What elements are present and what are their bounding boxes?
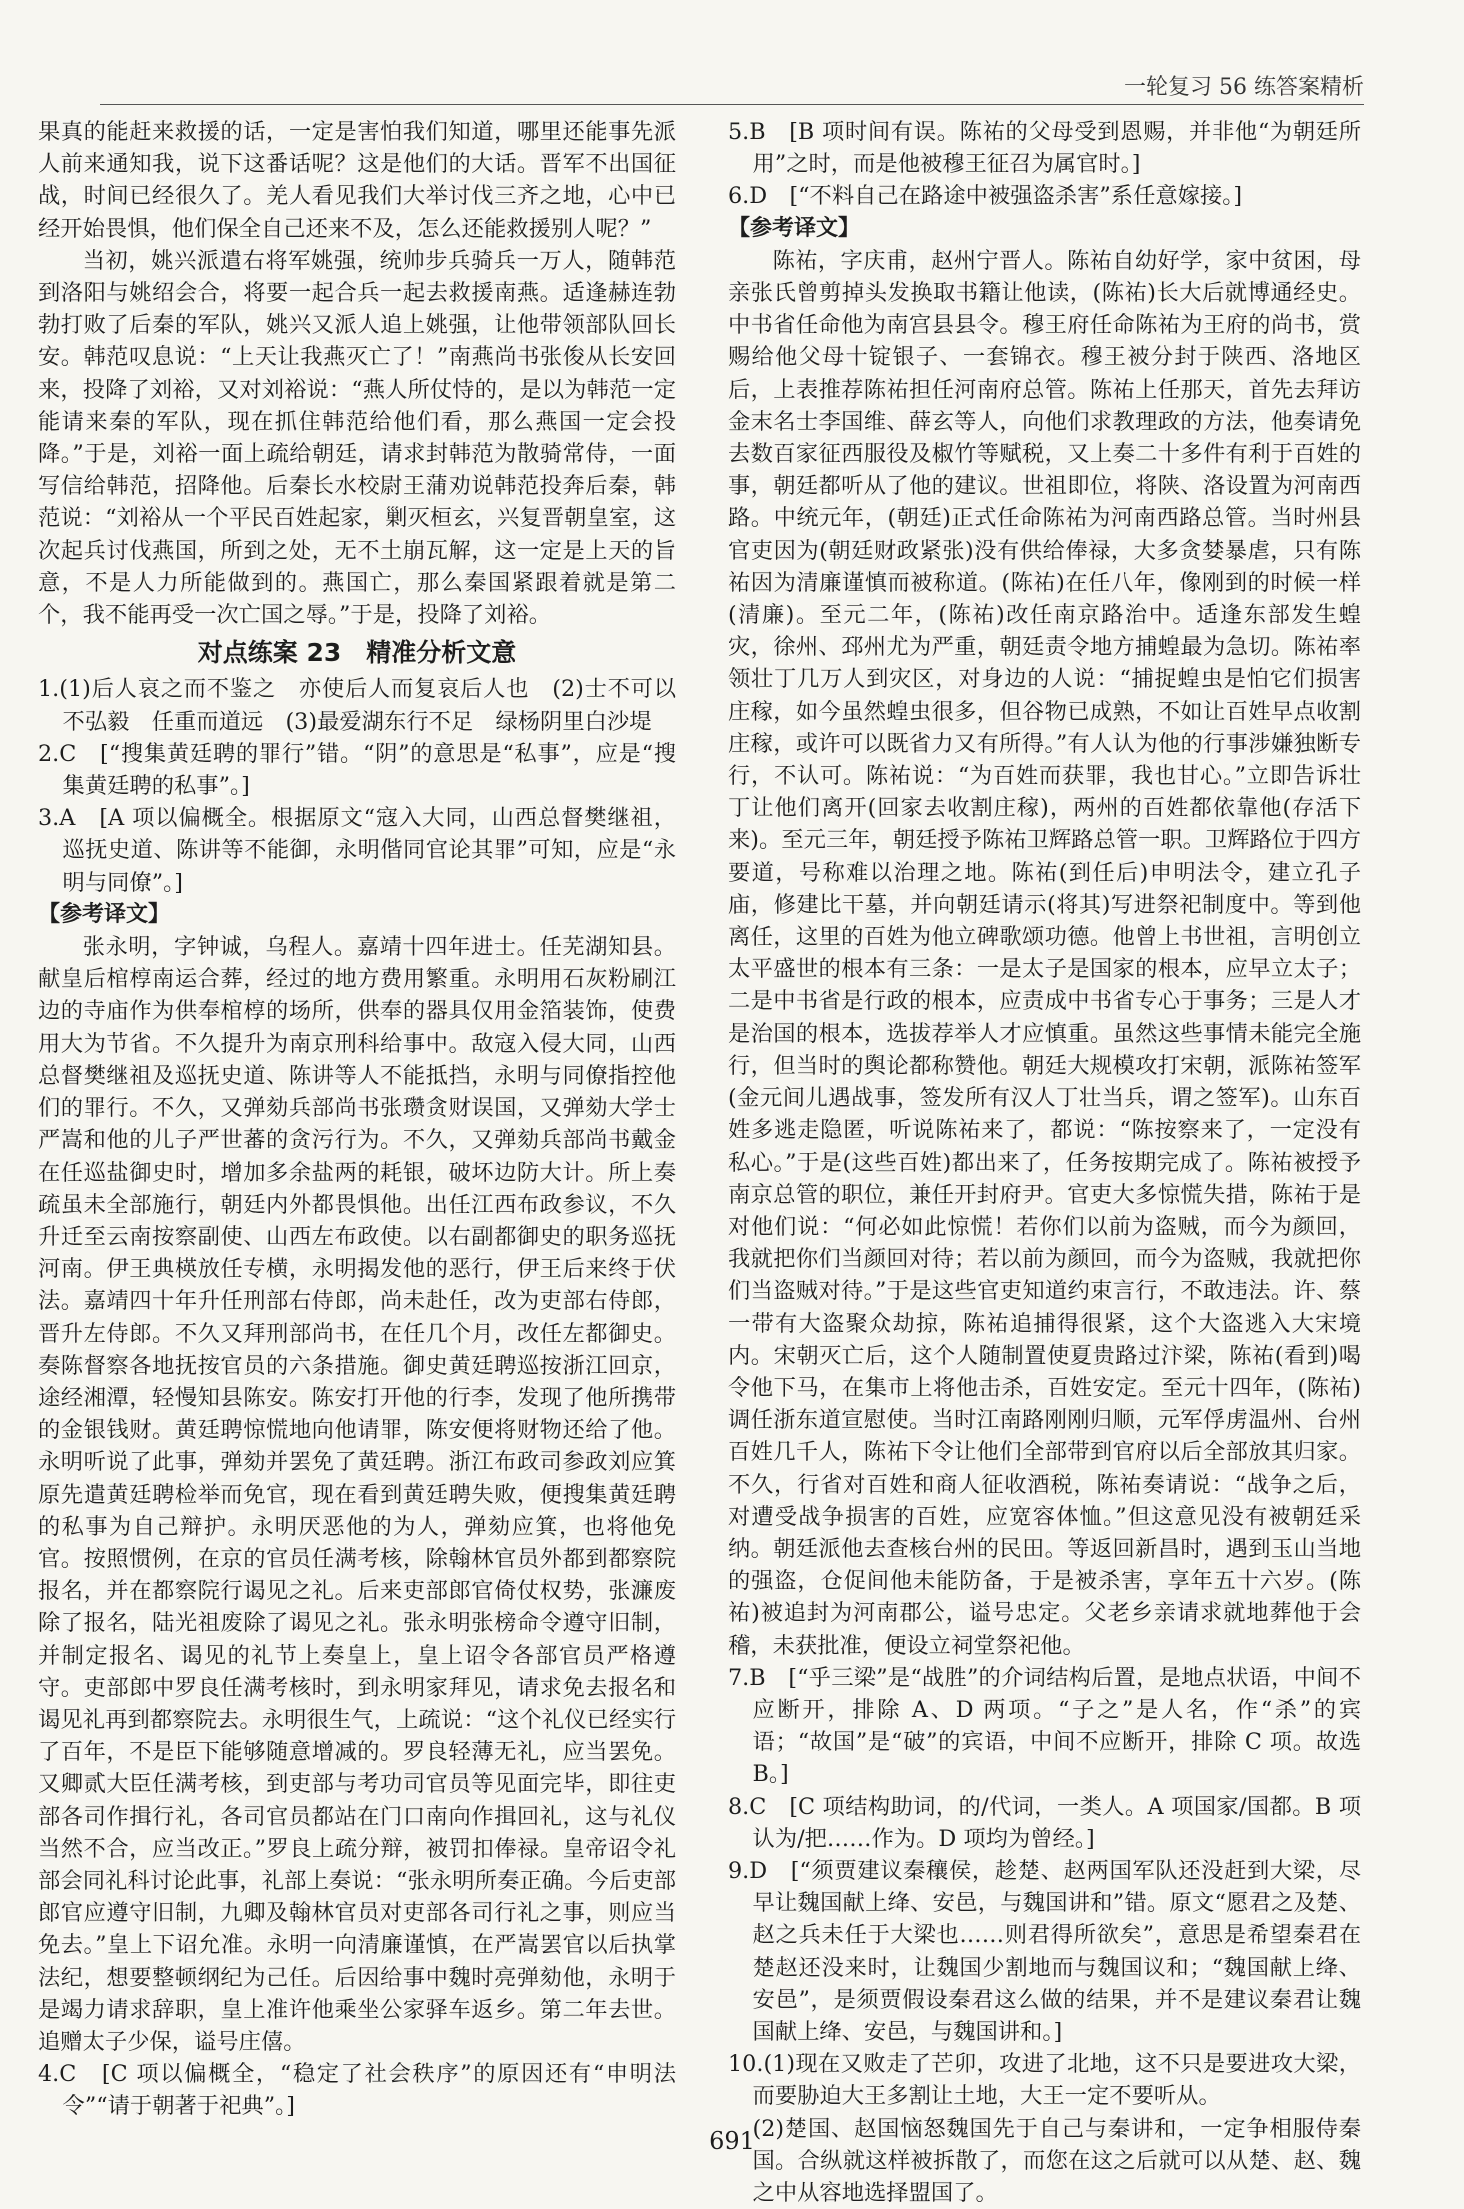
answer-2: 2.C [“搜集黄廷聘的罪行”错。“阴”的意思是“私事”，应是“搜集黄廷聘的私事”。] [38,740,676,800]
reference-translation-paragraph: 张永明，字钟诚，乌程人。嘉靖十四年进士。任芜湖知县。献皇后棺椁南运合葬，经过的地方费用繁重。永明用石灰粉刷江边的寺庙作为供奉棺椁的场所，供奉的器具仅用金箔装饰，使费用大为节省。不久提升为南京刑科给事中。敌寇入侵大同，山西总督樊继祖及巡抚史道、陈讲等人不能抵挡，永明与同僚指控他们的罪行。不久，又弹劾兵部尚书张瓒贪财误国，又弹劾大学士严嵩和他的儿子严世蕃的贪污行为。不久，又弹劾兵部尚书戴金在任巡盐御史时，增加多余盐两的耗银，破坏边防大计。所上奏疏虽未全部施行，朝廷内外都畏惧他。出任江西布政参议，不久升迁至云南按察副使、山西左布政使。以右副都御史的职务巡抚河南。伊王典楧放任专横，永明揭发他的恶行，伊王后来终于伏法。嘉靖四十年升任刑部右侍郎，尚未赴任，改为吏部右侍郎，晋升左侍郎。不久又拜刑部尚书，在任几个月，改任左都御史。奏陈督察各地抚按官员的六条措施。御史黄廷聘巡按浙江回京，途经湘潭，轻慢知县陈安。陈安打开他的行李，发现了他所携带的金银钱财。黄廷聘惊慌地向他请罪，陈安便将财物还给了他。永明听说了此事，弹劾并罢免了黄廷聘。浙江布政司参政刘应箕原先遣黄廷聘检举而免官，现在看到黄廷聘失败，便搜集黄廷聘的私事为自己辩护。永明厌恶他的为人，弹劾应箕，也将他免官。按照惯例，在京的官员任满考核，除翰林官员外都到都察院报名，并在都察院行谒见之礼。后来吏部郎官倚仗权势，张濂废除了报名，陆光祖废除了谒见之礼。张永明张榜命令遵守旧制，并制定报名、谒见的礼节上奏皇上，皇上诏令各部官员严格遵守。吏部郎中罗良任满考核时，到永明家拜见，请求免去报名和谒见礼再到都察院去。永明很生气，上疏说：“这个礼仪已经实行了百年，不是臣下能够随意增减的。罗良轻薄无礼，应当罢免。又卿贰大臣任满考核，到吏部与考功司官员等见面完毕，即往吏部各司作揖行礼，各司官员都站在门口南向作揖回礼，这与礼仪当然不合，应当改正。”罗良上疏分辩，被罚扣俸禄。皇帝诏令礼部会同礼科讨论此事，礼部上奏说：“张永明所奏正确。今后吏部郎官应遵守旧制，九卿及翰林官员对吏部各司行礼之事，则应当免去。”皇上下诏允准。永明一向清廉谨慎，在严嵩罢官以后执掌法纪，想要整顿纲纪为己任。后因给事中魏时亮弹劾他，永明于是竭力请求辞职，皇上准许他乘坐公家驿车返乡。第二年去世。追赠太子少保，谥号庄僖。 [38,934,676,2055]
answer-7: 7.B [“乎三梁”是“战胜”的介词结构后置，是地点状语，中间不应断开，排除 A、D 两项。“子之”是人名，作“杀”的宾语；“故国”是“破”的宾语，中间不应断开，排除 C 项。故选 B。] [728,1664,1361,1788]
intro-paragraph: 当初，姚兴派遣右将军姚强，统帅步兵骑兵一万人，随韩范到洛阳与姚绍会合，将要一起合兵一起去救援南燕。适逢赫连勃勃打败了后秦的军队，姚兴又派人追上姚强，让他带领部队回长安。韩范叹息说：“上天让我燕灭亡了！”南燕尚书张俊从长安回来，投降了刘裕，又对刘裕说：“燕人所仗恃的，是以为韩范一定能请来秦的军队，现在抓住韩范给他们看，那么燕国一定会投降。”于是，刘裕一面上疏给朝廷，请求封韩范为散骑常侍，一面写信给韩范，招降他。后秦长水校尉王蒲劝说韩范投奔后秦，韩范说：“刘裕从一个平民百姓起家，剿灭桓玄，兴复晋朝皇室，这次起兵讨伐燕国，所到之处，无不土崩瓦解，这一定是上天的旨意，不是人力所能做到的。燕国亡，那么秦国紧跟着就是第二个，我不能再受一次亡国之辱。”于是，投降了刘裕。 [38,247,676,629]
answer-10: 10.(1)现在又败走了芒卯，攻进了北地，这不只是要进攻大梁，而要胁迫大王多割让土地，大王一定不要听从。 [728,2051,1361,2110]
answer-4: 4.C [C 项以偏概全，“稳定了社会秩序”的原因还有“申明法令”“请于朝著于祀典”。] [38,2061,676,2120]
answer-8: 8.C [C 项结构助词，的/代词，一类人。A 项国家/国都。B 项认为/把……作为。D 项均为曾经。] [728,1793,1361,1852]
answer-6: 6.D [“不料自己在路途中被强盗杀害”系任意嫁接。] [728,183,1243,210]
answer-9: 9.D [“须贾建议秦穰侯，趁楚、赵两国军队还没赶到大梁，尽早让魏国献上绛、安邑，与魏国讲和”错。原文“愿君之及楚、赵之兵未任于大梁也……则君得所欲矣”，意思是希望秦君在楚赵还没来时，让魏国少割地而与魏国议和；“魏国献上绛、安邑”，是须贾假设秦君这么做的结果，并不是建议秦君让魏国献上绛、安邑，与魏国讲和。] [728,1857,1361,2045]
answer-10-part-2: (2)楚国、赵国恼怒魏国先于自己与秦讲和，一定争相服侍秦国。合纵就这样被拆散了，而您在这之后就可以从楚、赵、魏之中从容地选择盟国了。 [752,2115,1361,2206]
page-number: 691 [709,2127,755,2155]
answer-1: 1.(1)后人哀之而不鉴之 亦使后人而复哀后人也 (2)士不可以不弘毅 任重而道远 (3)最爱湖东行不足 绿杨阴里白沙堤 [38,676,676,735]
answer-5: 5.B [B 项时间有误。陈祐的父母受到恩赐，并非他“为朝廷所用”之时，而是他被穆王征召为属官时。] [728,119,1361,178]
reference-translation-label: 【参考译文】 [728,215,861,241]
running-header: 一轮复习 56 练答案精析 [1124,75,1364,100]
reference-translation-label: 【参考译文】 [38,901,171,927]
intro-paragraph-continued: 果真的能赶来救援的话，一定是害怕我们知道，哪里还能事先派人前来通知我，说下这番话呢？这是他们的大话。晋军不出国征战，时间已经很久了。羌人看见我们大举讨伐三齐之地，心中已经开始畏惧，他们保全自己还来不及，怎么还能救援别人呢？” [38,119,676,242]
section-title: 对点练案 23 精准分析文意 [197,638,517,668]
header-rule [100,104,1364,105]
reference-translation-paragraph: 陈祐，字庆甫，赵州宁晋人。陈祐自幼好学，家中贫困，母亲张氏曾剪掉头发换取书籍让他读，(陈祐)长大后就博通经史。中书省任命他为南宫县县令。穆王府任命陈祐为王府的尚书，赏赐给他父母十锭银子、一套锦衣。穆王被分封于陕西、洛地区后，上表推荐陈祐担任河南府总管。陈祐上任那天，首先去拜访金末名士李国维、薛玄等人，向他们求教理政的方法，他奏请免去数百家征西服役及椒竹等赋税，又上奏二十多件有利于百姓的事，朝廷都听从了他的建议。世祖即位，将陕、洛设置为河南西路。中统元年，(朝廷)正式任命陈祐为河南西路总管。当时州县官吏因为(朝廷财政紧张)没有供给俸禄，大多贪婪暴虐，只有陈祐因为清廉谨慎而被称道。(陈祐)在任八年，像刚到的时候一样(清廉)。至元二年，(陈祐)改任南京路治中。适逢东部发生蝗灾，徐州、邳州尤为严重，朝廷责令地方捕蝗最为急切。陈祐率领壮丁几万人到灾区，对身边的人说：“捕捉蝗虫是怕它们损害庄稼，如今虽然蝗虫很多，但谷物已成熟，不如让百姓早点收割庄稼，或许可以既省力又有所得。”有人认为他的行事涉嫌独断专行，不认可。陈祐说：“为百姓而获罪，我也甘心。”立即告诉壮丁让他们离开(回家去收割庄稼)，两州的百姓都依靠他(存活下来)。至元三年，朝廷授予陈祐卫辉路总管一职。卫辉路位于四方要道，号称难以治理之地。陈祐(到任后)申明法令，建立孔子庙，修建比干墓，并向朝廷请示(将其)写进祭祀制度中。等到他离任，这里的百姓为他立碑歌颂功德。他曾上书世祖，言明创立太平盛世的根本有三条：一是太子是国家的根本，应早立太子；二是中书省是行政的根本，应责成中书省专心于事务；三是人才是治国的根本，选拔荐举人才应慎重。虽然这些事情未能完全施行，但当时的舆论都称赞他。朝廷大规模攻打宋朝，派陈祐签军(金元间儿遇战事，签发所有汉人丁壮当兵，谓之签军)。山东百姓多逃走隐匿，听说陈祐来了，都说：“陈按察来了，一定没有私心。”于是(这些百姓)都出来了，任务按期完成了。陈祐被授予南京总管的职位，兼任开封府尹。官吏大多惊慌失措，陈祐于是对他们说：“何必如此惊慌！若你们以前为盗贼，而今为颜回，我就把你们当颜回对待；若以前为颜回，而今为盗贼，我就把你们当盗贼对待。”于是这些官吏知道约束言行，不敢违法。许、蔡一带有大盗聚众劫掠，陈祐追捕得很紧，这个大盗逃入大宋境内。宋朝灭亡后，这个人随制置使夏贵路过汴梁，陈祐(看到)喝令他下马，在集市上将他击杀，百姓安定。至元十四年，(陈祐)调任浙东道宣慰使。当时江南路刚刚归顺，元军俘虏温州、台州百姓几千人，陈祐下令让他们全部带到官府以后全部放其归家。不久，行省对百姓和商人征收酒税，陈祐奏请说：“战争之后，对遭受战争损害的百姓，应宽容体恤。”但这意见没有被朝廷采纳。朝廷派他去查核台州的民田。等返回新昌时，遇到玉山当地的强盗，仓促间他未能防备，于是被杀害，享年五十六岁。(陈祐)被追封为河南郡公，谥号忠定。父老乡亲请求就地葬他于会稽，未获批准，便设立祠堂祭祀他。 [728,247,1362,1659]
answer-3: 3.A [A 项以偏概全。根据原文“寇入大同，山西总督樊继祖，巡抚史道、陈讲等不能御，永明偕同官论其罪”可知，应是“永明与同僚”。] [38,805,676,896]
left-column [38,116,676,2120]
